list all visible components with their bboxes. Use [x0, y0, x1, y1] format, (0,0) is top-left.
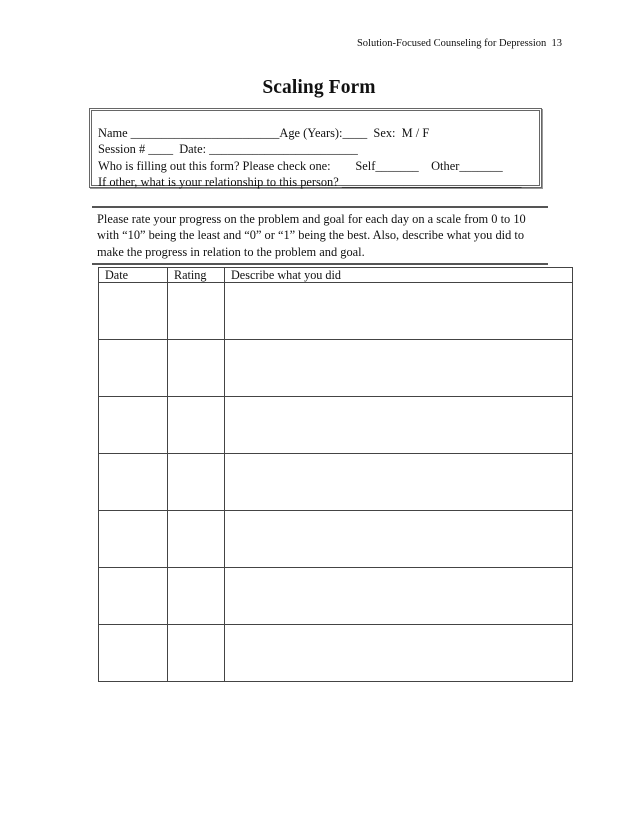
- table-row: [99, 283, 573, 340]
- date-cell[interactable]: [99, 283, 168, 340]
- table-header-row: [99, 268, 573, 283]
- table-row: [99, 568, 573, 625]
- column-header-date: Date: [99, 268, 168, 283]
- description-cell[interactable]: [225, 568, 573, 625]
- rating-cell[interactable]: [168, 283, 225, 340]
- instructions-box: [92, 206, 548, 265]
- description-cell[interactable]: [225, 454, 573, 511]
- date-cell[interactable]: [99, 454, 168, 511]
- description-cell[interactable]: [225, 511, 573, 568]
- description-cell[interactable]: [225, 397, 573, 454]
- date-cell[interactable]: [99, 511, 168, 568]
- rating-cell[interactable]: [168, 454, 225, 511]
- running-header: [357, 38, 562, 49]
- page-number: 13: [551, 38, 562, 49]
- respondent-info-box: [89, 108, 542, 188]
- date-cell[interactable]: [99, 625, 168, 682]
- date-cell[interactable]: [99, 568, 168, 625]
- description-cell[interactable]: [225, 625, 573, 682]
- running-title: Solution-Focused Counseling for Depression: [356, 38, 547, 49]
- date-cell[interactable]: [99, 397, 168, 454]
- column-header-rating: Rating: [168, 268, 225, 283]
- date-cell[interactable]: [99, 340, 168, 397]
- name-age-sex-line[interactable]: Name ________________________Age (Years):____ Sex: M / F: [98, 126, 430, 140]
- table-row: [99, 397, 573, 454]
- table-row: [99, 625, 573, 682]
- relationship-line[interactable]: If other, what is your relationship to this person? _____________________________: [98, 175, 522, 190]
- table-row: [99, 340, 573, 397]
- column-header-description: Describe what you did: [225, 268, 573, 283]
- description-cell[interactable]: [225, 340, 573, 397]
- rating-cell[interactable]: [168, 340, 225, 397]
- progress-table: [98, 267, 573, 682]
- instructions-line: make the progress in relation to the problem and goal.: [97, 244, 365, 259]
- rating-cell[interactable]: [168, 511, 225, 568]
- session-date-line[interactable]: Session # ____ Date: ________________________: [98, 142, 358, 157]
- rating-cell[interactable]: [168, 397, 225, 454]
- respondent-check-line[interactable]: Who is filling out this form? Please check one: Self_______ Other_______: [98, 158, 503, 173]
- table-row: [99, 454, 573, 511]
- description-cell[interactable]: [225, 283, 573, 340]
- instructions-line: with “10” being the least and “0” or “1” being the best. Also, describe what you did to: [97, 228, 525, 243]
- rating-cell[interactable]: [168, 625, 225, 682]
- page-title: Scaling Form: [262, 77, 376, 98]
- instructions-line: Please rate your progress on the problem and goal for each day on a scale from 0 to 10: [97, 212, 526, 226]
- rating-cell[interactable]: [168, 568, 225, 625]
- table-row: [99, 511, 573, 568]
